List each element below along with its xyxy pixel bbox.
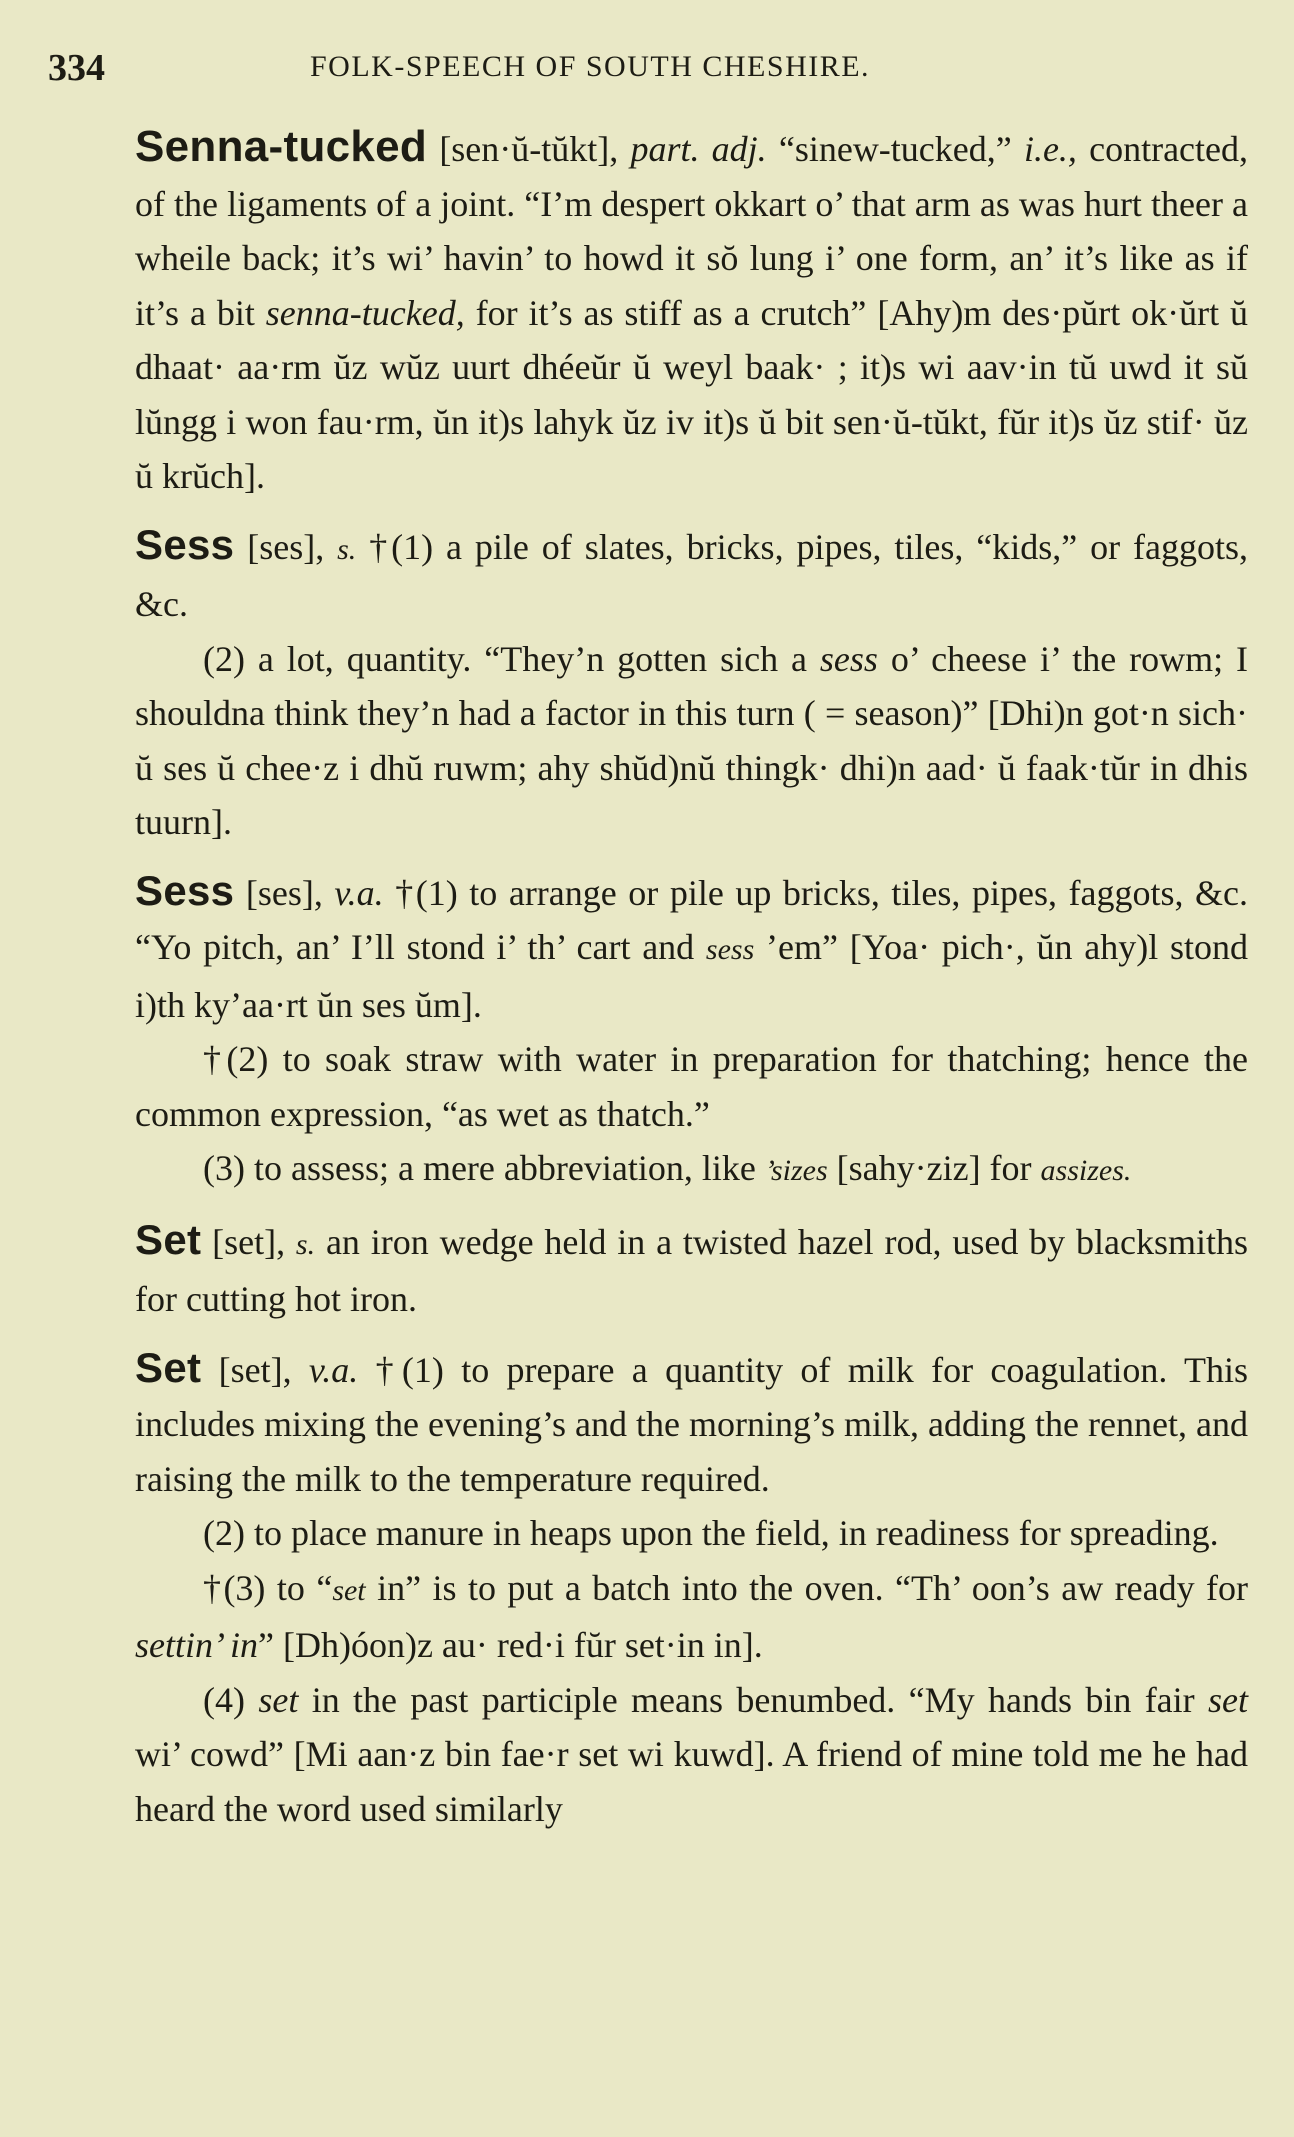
sense-paragraph [135,1506,1248,1561]
headword: Senna-tucked [135,122,428,171]
sense-italic: set [258,1679,299,1720]
headword: Set [135,1343,202,1391]
definition-text: an iron wedge held in a twisted hazel rod, used by blacksmiths for cutting hot iron. [135,1221,1248,1319]
sense-text: ” [Dh)óon)z au· red·i fŭr set·in in]. [258,1625,763,1665]
pronunciation: [ses], [247,526,325,567]
sense-text: in” is to put a batch into the oven. “Th’ oon’s aw ready for [377,1567,1249,1608]
headword: Sess [135,866,235,914]
sense-italic: sess [819,638,878,679]
headword: Sess [135,520,235,568]
sense-text: †(2) to soak straw with water in preparation for thatching; hence the common expression, “as wet as thatch.” [135,1039,1248,1134]
sense-italic: assizes. [1040,1154,1132,1187]
definition-italic: i.e., [1023,129,1077,169]
page-number: 334 [48,47,105,89]
entry-set-noun [48,1213,1248,1327]
sense-italic: set [1208,1679,1249,1720]
pronunciation: [ses], [245,872,323,913]
sense-text: o’ cheese i’ the rowm; I shouldna think they’n had a factor in this turn ( = season)” [Dhi)n got·n sich· ŭ ses ŭ chee·z i dhŭ ruwm; ahy shŭd)nŭ thingk· dhi)n aad· ŭ faak·tŭr in dhis tuurn]. [135,638,1249,842]
sense-text: (2) a lot, quantity. “They’n gotten sich a [203,638,807,679]
sense-text: ’em” [Yoa· pich·, ŭn ahy)l stond i)th ky’aa·rt ŭn ses ŭm]. [135,927,1248,1025]
entry-sess-verb [48,864,1248,1199]
pronunciation: [sen·ŭ-tŭkt], [439,129,619,169]
part-of-speech: v.a. [334,872,384,913]
sense-text: †(3) to “ [203,1567,333,1608]
sense-text: wi’ cowd” [Mi aan·z bin fae·r set wi kuwd]. A friend of mine told me he had heard the word used similarly [135,1734,1248,1829]
headword: Set [135,1215,202,1263]
sense-paragraph [135,1561,1248,1673]
definition-italic: senna-tucked, [265,292,465,333]
part-of-speech: s. [295,1227,316,1261]
sense-paragraph [135,1141,1248,1199]
part-of-speech: part. adj. [630,129,767,169]
definition-text: contracted, of the ligaments of a joint. “I’m despert okkart o’ that arm as was hurt theer a wheile back; it’s wi’ havin’ to howd it sŏ lung i’ one form, an’ it’s like as if it’s a bit [135,129,1249,333]
entry-senna-tucked [48,120,1248,504]
definition-text: “sinew-tucked,” [778,129,1012,169]
part-of-speech: v.a. [308,1349,359,1390]
sense-text: (4) [203,1679,245,1720]
sense-text: †(1) a pile of slates, bricks, pipes, tiles, “kids,” or faggots, &c. [135,526,1249,624]
sense-text: [sahy·ziz] for [836,1148,1032,1188]
entry-sess-noun [48,518,1248,850]
page-heading: FOLK-SPEECH OF SOUTH CHESHIRE. [310,50,871,83]
sense-italic: settin’ in [135,1625,258,1665]
entries [48,120,1248,1836]
sense-text: (3) to assess; a mere abbreviation, like [203,1148,756,1188]
entry-set-verb [48,1341,1248,1837]
sense-text: †(1) to prepare a quantity of milk for coagulation. This includes mixing the evening’s and the morning’s milk, adding the rennet, and raising the milk to the temperature required. [135,1349,1249,1499]
sense-paragraph [135,1032,1248,1141]
pronunciation: [set], [212,1221,286,1262]
sense-text: †(1) to arrange or pile up bricks, tiles, pipes, faggots, &c. “Yo pitch, an’ I’ll stond i’ th’ cart and [135,872,1248,967]
part-of-speech: s. [337,532,357,566]
sense-text: in the past participle means benumbed. “My hands bin fair [311,1679,1195,1720]
sense-paragraph [135,1673,1248,1837]
pronunciation: [set], [218,1349,292,1390]
sense-italic: sess [705,933,755,966]
sense-text: (2) to place manure in heaps upon the field, in readiness for spreading. [203,1513,1219,1553]
running-head [48,40,1248,100]
sense-paragraph [135,632,1248,850]
definition-text: for it’s as stiff as a crutch” [Ahy)m des·pŭrt ok·ŭrt ŭ dhaat· aa·rm ŭz wŭz uurt dhéeŭr ŭ weyl baak· ; it)s wi aav·in tŭ uwd it sŭ lŭngg i won fau·rm, ŭn it)s lahyk ŭz iv it)s ŭ bit sen·ŭ-tŭkt, fŭr it)s ŭz stif· ŭz ŭ krŭch]. [135,292,1249,496]
sense-italic: ’sizes [764,1154,828,1187]
sense-italic: set [332,1573,366,1607]
